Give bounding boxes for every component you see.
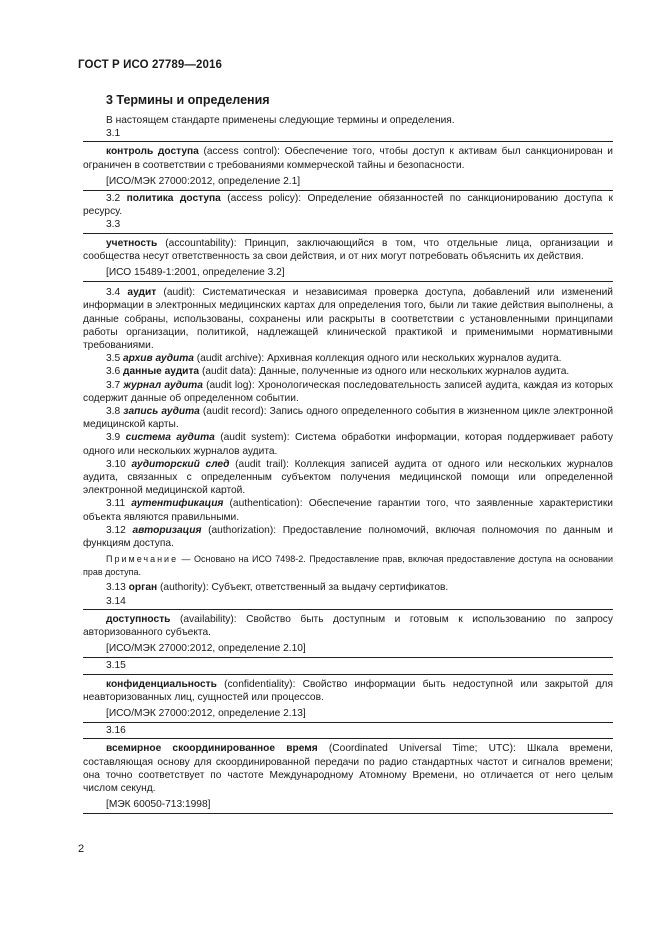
term-name: контроль доступа bbox=[106, 146, 199, 158]
term-number: 3.16 bbox=[106, 725, 126, 737]
term-number: 3.8 bbox=[106, 406, 124, 418]
terms-list bbox=[83, 114, 613, 815]
term-definition bbox=[83, 431, 613, 457]
term-definition bbox=[83, 678, 613, 704]
term-definition bbox=[83, 286, 613, 352]
term-name: данные аудита bbox=[123, 366, 200, 378]
term-number: 3.9 bbox=[106, 432, 126, 444]
note-paragraph bbox=[83, 553, 613, 578]
term-definition bbox=[83, 237, 613, 263]
term-text: (access control): Обеспечение того, чтобы доступ к активам был санкционирован и ограничен в соответствии с требованиями коммерческой тайны и безопасности. bbox=[83, 146, 613, 171]
term-box-access-control bbox=[83, 141, 613, 191]
term-definition bbox=[83, 405, 613, 431]
term-text: (authorization): Предоставление полномочий, включая полномочия по данным и функциям доступа. bbox=[83, 524, 613, 550]
term-text: (availability): Свойство быть доступным и готовым к использованию по запросу авторизованного субъекта. bbox=[83, 613, 613, 638]
term-number: 3.5 bbox=[106, 353, 123, 365]
term-name: аутентификация bbox=[131, 498, 224, 510]
term-name: конфиденциальность bbox=[106, 678, 217, 690]
term-name: учетность bbox=[106, 237, 158, 249]
term-text: (audit archive): Архивная коллекция одного или нескольких журналов аудита. bbox=[193, 353, 562, 365]
term-name: доступность bbox=[106, 613, 171, 625]
intro-paragraph: В настоящем стандарте применены следующие термины и определения. bbox=[106, 115, 455, 126]
term-name: политика доступа bbox=[126, 193, 221, 205]
term-definition bbox=[83, 379, 613, 405]
term-box-confidentiality bbox=[83, 674, 613, 724]
term-name: аудиторский след bbox=[131, 458, 230, 470]
term-name: архив аудита bbox=[123, 353, 194, 365]
term-definition bbox=[83, 742, 613, 795]
term-name: авторизация bbox=[132, 524, 202, 536]
term-box-availability bbox=[83, 609, 613, 659]
term-text: (audit log): Хронологическая последовательность записей аудита, каждая из которых содержит данные об определенном событии. bbox=[83, 379, 613, 404]
term-number: 3.7 bbox=[106, 379, 124, 391]
term-name: журнал аудита bbox=[123, 379, 203, 391]
term-number: 3.11 bbox=[106, 498, 132, 510]
term-text: (accountability): Принцип, заключающийся в том, что отдельные лица, организации и сообщества несут ответственность за свои действия, и от них могут потребовать объяснить их действия. bbox=[83, 237, 613, 262]
term-reference: [ИСО/МЭК 27000:2012, определение 2.1] bbox=[106, 175, 301, 187]
term-text: (audit data): Данные, полученные из одного или нескольких журналов аудита. bbox=[199, 366, 570, 378]
term-number: 3.14 bbox=[106, 595, 126, 607]
term-definition bbox=[83, 524, 613, 550]
term-definition bbox=[83, 145, 613, 171]
term-definition bbox=[83, 497, 613, 523]
term-text: (confidentiality): Свойство информации быть недоступной или закрытой для неавторизованных лиц, сущностей или процессов. bbox=[83, 678, 613, 703]
term-definition bbox=[83, 365, 613, 378]
term-number: 3.4 bbox=[106, 287, 128, 299]
term-name: запись аудита bbox=[123, 406, 200, 418]
term-number: 3.1 bbox=[106, 128, 121, 140]
term-text: (audit record): Запись одного определенного события в жизненном цикле электронной медицинской карты. bbox=[83, 406, 614, 431]
term-name: орган bbox=[128, 582, 158, 594]
term-definition bbox=[83, 613, 613, 639]
term-number: 3.6 bbox=[106, 366, 123, 378]
term-number: 3.2 bbox=[106, 193, 127, 205]
section-title: 3 Термины и определения bbox=[106, 93, 270, 107]
term-text: (audit): Систематическая и независимая проверка доступа, добавлений или изменений информации в электронных медицинских картах для определения того, были ли такие действия выполнены, а данные собраны, использованы, сохранены или раскрыты в соответствии с установленными принципами работы организации, политикой, надлежащей клинической практикой и применимыми нормативными требованиями. bbox=[83, 287, 614, 352]
term-definition bbox=[83, 581, 613, 594]
term-text: (audit trail): Коллекция записей аудита от одного или нескольких журналов аудита, связанных с определенным субъектом получения медицинской помощи или определенной электронной медицинской картой. bbox=[83, 458, 613, 497]
term-reference: [ИСО 15489-1:2001, определение 3.2] bbox=[106, 267, 285, 279]
term-number: 3.10 bbox=[106, 458, 132, 470]
page-number: 2 bbox=[78, 843, 85, 855]
term-text: (access policy): Определение обязанностей по санкционированию доступа к ресурсу. bbox=[83, 193, 614, 218]
term-definition bbox=[83, 352, 613, 365]
term-name: всемирное скоординированное время bbox=[106, 743, 318, 755]
term-name: аудит bbox=[127, 287, 157, 299]
term-number: 3.3 bbox=[106, 219, 121, 231]
term-text: (authority): Субъект, ответственный за выдачу сертификатов. bbox=[157, 582, 449, 594]
term-definition bbox=[83, 192, 613, 218]
term-reference: [ИСО/МЭК 27000:2012, определение 2.13] bbox=[106, 707, 306, 719]
term-reference: [ИСО/МЭК 27000:2012, определение 2.10] bbox=[106, 643, 306, 655]
term-name: система аудита bbox=[125, 432, 215, 444]
term-text: (authentication): Обеспечение гарантии того, что заявленные характеристики объекта являются правильными. bbox=[83, 498, 613, 523]
term-box-utc bbox=[83, 738, 613, 814]
term-reference: [МЭК 60050-713:1998] bbox=[106, 799, 211, 811]
term-box-accountability bbox=[83, 233, 613, 283]
note-label: Примечание bbox=[106, 554, 179, 565]
document-code-header: ГОСТ Р ИСО 27789—2016 bbox=[78, 59, 223, 71]
term-definition bbox=[83, 458, 613, 498]
term-number: 3.13 bbox=[106, 582, 129, 594]
term-text: (audit system): Система обработки информации, которая поддерживает работу одного или нескольких журналов аудита. bbox=[83, 432, 614, 457]
term-text: (Coordinated Universal Time; UTC): Шкала времени, составляющая основу для скоординированной передачи по радио стандартных частот и сигналов времени; она точно соответствует по частоте Международному Атомному Времени, но отличается от него целым числом секунд. bbox=[83, 743, 613, 794]
term-number: 3.12 bbox=[106, 524, 133, 536]
note-text: — Основано на ИСО 7498-2. Предоставление прав, включая предоставление доступа на основании прав доступа. bbox=[83, 554, 613, 577]
term-number: 3.15 bbox=[106, 660, 126, 672]
